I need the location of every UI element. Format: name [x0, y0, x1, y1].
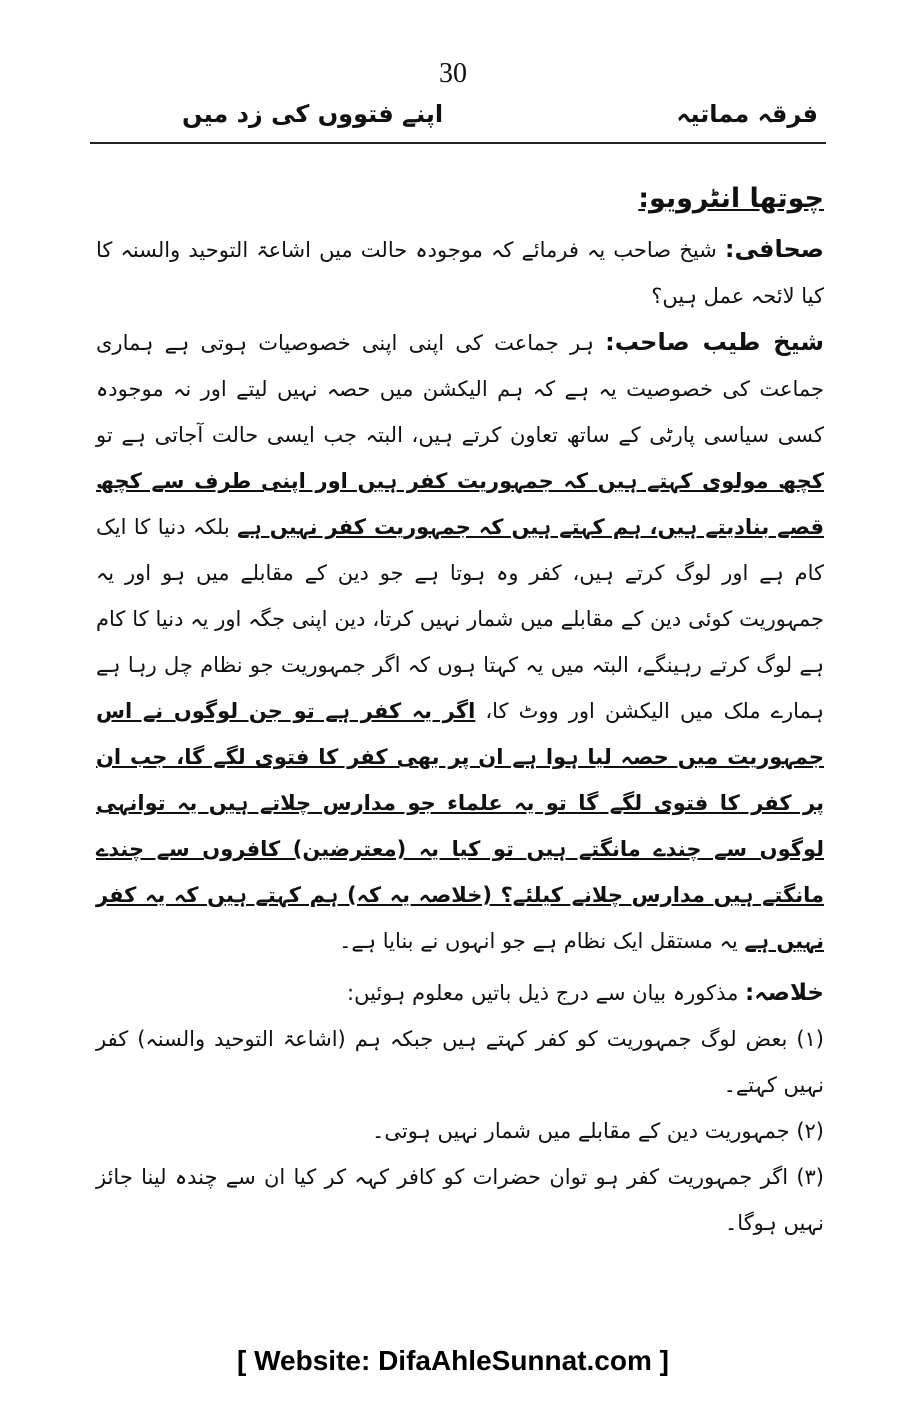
website-footer: [ Website: DifaAhleSunnat.com ]	[237, 1345, 669, 1376]
summary-intro	[96, 970, 824, 1016]
answer-text-1: ہر جماعت کی اپنی اپنی خصوصیات ہوتی ہے ہماری جماعت کی خصوصیت یہ ہے کہ ہم الیکشن میں حصہ نہیں لیتے اور نہ موجودہ کسی سیاسی پارٹی کے ساتھ تعاون کرتے ہیں، البتہ جب ایسی حالت آجاتی ہے تو	[96, 331, 824, 447]
page-header	[0, 100, 906, 140]
journalist-label: صحافی:	[724, 235, 824, 263]
summary-item: (۳) اگر جمہوریت کفر ہو توان حضرات کو کافر کہہ کر کیا ان سے چندہ لینا جائز نہیں ہوگا۔	[96, 1165, 824, 1235]
header-divider	[90, 142, 826, 144]
section-heading: چوتھا انٹرویو:	[638, 183, 824, 214]
summary-item: (۱) بعض لوگ جمہوریت کو کفر کہتے ہیں جبکہ ہم (اشاعۃ التوحید والسنہ) کفر نہیں کہتے۔	[96, 1027, 824, 1097]
chapter-title: اپنے فتووں کی زد میں	[182, 100, 444, 128]
answer-text-3: یہ مستقل ایک نظام ہے جو انہوں نے بنایا ہے۔	[339, 929, 738, 953]
question-paragraph	[96, 226, 824, 319]
book-title: فرقہ مماتیہ	[676, 100, 818, 128]
summary-intro-text: مذکورہ بیان سے درج ذیل باتیں معلوم ہوئیں:	[347, 981, 739, 1005]
sheikh-label: شیخ طیب صاحب:	[605, 328, 824, 356]
page-number: 30	[439, 58, 467, 89]
summary-title: خلاصہ:	[745, 980, 824, 1006]
answer-paragraph	[96, 319, 824, 964]
answer-text-2: بلکہ دنیا کا ایک کام ہے اور لوگ کرتے ہیں، کفر وہ ہوتا ہے جو دین کے مقابلے میں ہو اور یہ جمہوریت کوئی دین کے مقابلے میں شمار نہیں کرتا، دین اپنی جگہ اور یہ دنیا کا کام ہے لوگ کرتے رہینگے، البتہ میں یہ کہتا ہوں کہ اگر جمہوریت جو نظام چل رہا ہے ہمارے ملک میں الیکشن اور ووٹ کا،	[96, 515, 824, 723]
answer-emphasis-2: اگر یہ کفر ہے تو جن لوگوں نے اس جمہوریت میں حصہ لیا ہوا ہے ان پر بھی کفر کا فتوی لگے گا، جب ان پر کفر کا فتوی لگے گا تو یہ علماء جو مدارس چلاتے ہیں یہ توانہی لوگوں سے چندے مانگتے ہیں تو کیا یہ (معترضین) کافروں سے چندے مانگتے ہیں مدارس چلانے کیلئے؟ (خلاصہ یہ کہ) ہم کہتے ہیں کہ یہ کفر نہیں ہے	[96, 699, 824, 953]
answer-emphasis-1: کچھ مولوی کہتے ہیں کہ جمہوریت کفر ہیں اور اپنی طرف سے کچھ قصے بنادیتے ہیں، ہم کہتے ہیں کہ جمہوریت کفر نہیں ہے	[96, 469, 824, 539]
question-text: شیخ صاحب یہ فرمائے کہ موجودہ حالت میں اشاعۃ التوحید والسنہ کا کیا لائحہ عمل ہیں؟	[96, 238, 824, 308]
summary-item: (۲) جمہوریت دین کے مقابلے میں شمار نہیں ہوتی۔	[372, 1119, 824, 1143]
page-body	[96, 176, 824, 1246]
